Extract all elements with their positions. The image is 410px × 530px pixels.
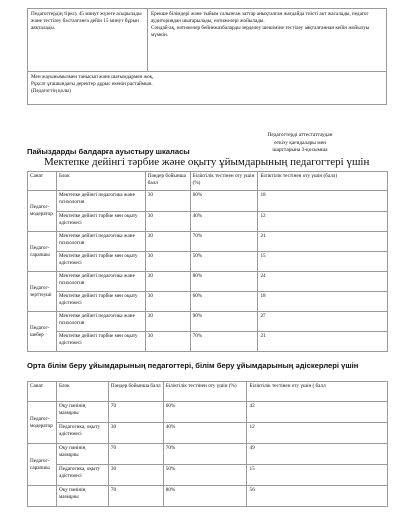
- score-cell: 27: [258, 312, 388, 332]
- appendix-line: өткізу қағидалары мен: [274, 139, 326, 146]
- preschool-scale-table: [27, 171, 388, 352]
- points-cell: 30: [145, 212, 190, 232]
- block-cell: Мектепке дейінгі тәрбие мен оқыту әдістемесі: [56, 252, 145, 272]
- block-cell: Мектепке дейінгі педагогика және психология: [56, 232, 145, 252]
- percent-cell: 70%: [190, 232, 258, 252]
- score-cell: 42: [247, 402, 388, 423]
- instructions-left-text: Педагогтердің тірксу 45 минут жүзеге асырылады және тестілеу басталғанға дейін 15 минут бұрын аяқталады.: [31, 11, 142, 31]
- points-cell: 70: [108, 402, 163, 423]
- block-cell: Оқу пәнінің мазмұны: [56, 444, 108, 465]
- score-cell: 15: [247, 465, 388, 486]
- points-cell: 30: [145, 232, 190, 252]
- category-cell: Педагог-модератор: [28, 402, 57, 444]
- block-cell: Педагогика, оқыту әдістемесі: [56, 423, 108, 444]
- instructions-left-cell: [28, 9, 148, 72]
- instructions-right-cell: [148, 9, 387, 72]
- appendix-line: Педагогтерді аттестаттаудан: [267, 132, 333, 138]
- column-header: Пәндер бойынша балл: [145, 172, 190, 191]
- category-cell: [28, 486, 57, 507]
- column-header: Санат: [28, 382, 57, 402]
- column-header: Блок: [56, 382, 108, 402]
- table-row: [28, 252, 388, 272]
- points-cell: 30: [145, 191, 190, 212]
- block-cell: Мектепке дейінгі педагогика және психология: [56, 312, 145, 332]
- percent-cell: 60%: [190, 292, 258, 312]
- percent-cell: 80%: [190, 272, 258, 292]
- instructions-box: [27, 8, 387, 105]
- score-cell: 24: [258, 272, 388, 292]
- points-cell: 70: [108, 486, 163, 507]
- table-row: [28, 212, 388, 232]
- score-cell: 56: [247, 486, 388, 507]
- instructions-right-text-1: Ерекше білімдері және тыйым салынған заттар анықталған жағдайда тиісті акт жасалады, педагог аудиториядан шығарылады, нәтижелері жойылады.: [151, 11, 369, 24]
- block-cell: Оқу пәнінің мазмұны: [56, 402, 108, 423]
- signature-line: (Педагогтің қолы): [31, 88, 71, 94]
- table-row: [28, 465, 388, 486]
- percent-cell: 50%: [190, 252, 258, 272]
- points-cell: 30: [145, 252, 190, 272]
- score-cell: 15: [258, 252, 388, 272]
- block-cell: Мектепке дейінгі педагогика және психология: [56, 272, 145, 292]
- column-header: Біліктілік тестінен оту үшін (%): [163, 382, 247, 402]
- column-header: Біліктілік тестінен оту үшін (балл): [258, 172, 388, 191]
- score-cell: 21: [258, 232, 388, 252]
- column-header: Пәндер бойынша балл: [108, 382, 163, 402]
- secondary-scale-table: [27, 381, 388, 507]
- block-cell: Педагогика, оқыту әдістемесі: [56, 465, 108, 486]
- table-row: [28, 232, 388, 252]
- column-header: Блок: [56, 172, 145, 191]
- table-row: [28, 292, 388, 312]
- instructions-right-text-2: Сондай-ақ, нәтижелер бейнежазбаларды зерделеу шешіміне тестілеу аяқталғаннан кейін жойылуы мүмкін.: [151, 25, 370, 38]
- table-header-row: [28, 172, 388, 191]
- table-row: [28, 423, 388, 444]
- block-cell: Мектепке дейінгі тәрбие мен оқыту әдістемесі: [56, 332, 145, 352]
- block-cell: Мектепке дейінгі педагогика және психология: [56, 191, 145, 212]
- table-row: [28, 444, 388, 465]
- scale-heading: Пайыздарды балдарға ауыстыру шкаласы: [27, 147, 190, 156]
- category-cell: Педагог-шебер: [28, 312, 57, 352]
- block-cell: Оқу пәнінің мазмұны: [56, 486, 108, 507]
- score-cell: 49: [247, 444, 388, 465]
- confirmation-line-1: Мен жауынымызмен танысып және шағымдармен жоқ,: [31, 74, 154, 80]
- percent-cell: 40%: [163, 423, 247, 444]
- category-cell: Педагог-зерттеуші: [28, 272, 57, 312]
- percent-cell: 90%: [190, 312, 258, 332]
- confirmation-line-2: Рұқсат ұғашындағы деректер дұрыс екенін растаймын.: [31, 81, 153, 87]
- points-cell: 30: [108, 465, 163, 486]
- table-row: [28, 332, 388, 352]
- points-cell: 30: [108, 423, 163, 444]
- preschool-heading: Мектепке дейінгі тәрбие және оқыту ұйымдарының педагогтері үшін: [44, 156, 370, 168]
- table-row: [28, 272, 388, 292]
- block-cell: Мектепке дейінгі тәрбие мен оқыту әдістемесі: [56, 292, 145, 312]
- score-cell: 12: [258, 212, 388, 232]
- percent-cell: 60%: [163, 402, 247, 423]
- percent-cell: 60%: [190, 191, 258, 212]
- category-cell: Педагог-сарапшы: [28, 444, 57, 486]
- table-row: [28, 486, 388, 507]
- score-cell: 18: [258, 191, 388, 212]
- table-header-row: [28, 382, 388, 402]
- percent-cell: 50%: [163, 465, 247, 486]
- points-cell: 30: [145, 272, 190, 292]
- column-header: Біліктілік тестінен оту үшін (%): [190, 172, 258, 191]
- table-row: [28, 402, 388, 423]
- score-cell: 18: [258, 292, 388, 312]
- column-header: Біліктілік тестінен оту үшін ( балл: [247, 382, 388, 402]
- points-cell: 70: [108, 444, 163, 465]
- points-cell: 30: [145, 312, 190, 332]
- points-cell: 30: [145, 332, 190, 352]
- confirmation-cell: [28, 72, 387, 105]
- appendix-line: шарттарына 3-қосымша: [272, 147, 328, 153]
- block-cell: Мектепке дейінгі тәрбие мен оқыту әдістемесі: [56, 212, 145, 232]
- column-header: Санат: [28, 172, 57, 191]
- secondary-heading: Орта білім беру ұйымдарының педагогтері, білім беру ұйымдарының әдіскерлері үшін: [27, 361, 359, 370]
- table-row: [28, 191, 388, 212]
- score-cell: 21: [258, 332, 388, 352]
- percent-cell: 40%: [190, 212, 258, 232]
- score-cell: 12: [247, 423, 388, 444]
- percent-cell: 70%: [190, 332, 258, 352]
- percent-cell: 70%: [163, 444, 247, 465]
- category-cell: Педагог-сарапшы: [28, 232, 57, 272]
- table-row: [28, 312, 388, 332]
- percent-cell: 80%: [163, 486, 247, 507]
- category-cell: Педагог-модератор: [28, 191, 57, 232]
- points-cell: 30: [145, 292, 190, 312]
- appendix-note: [240, 132, 360, 155]
